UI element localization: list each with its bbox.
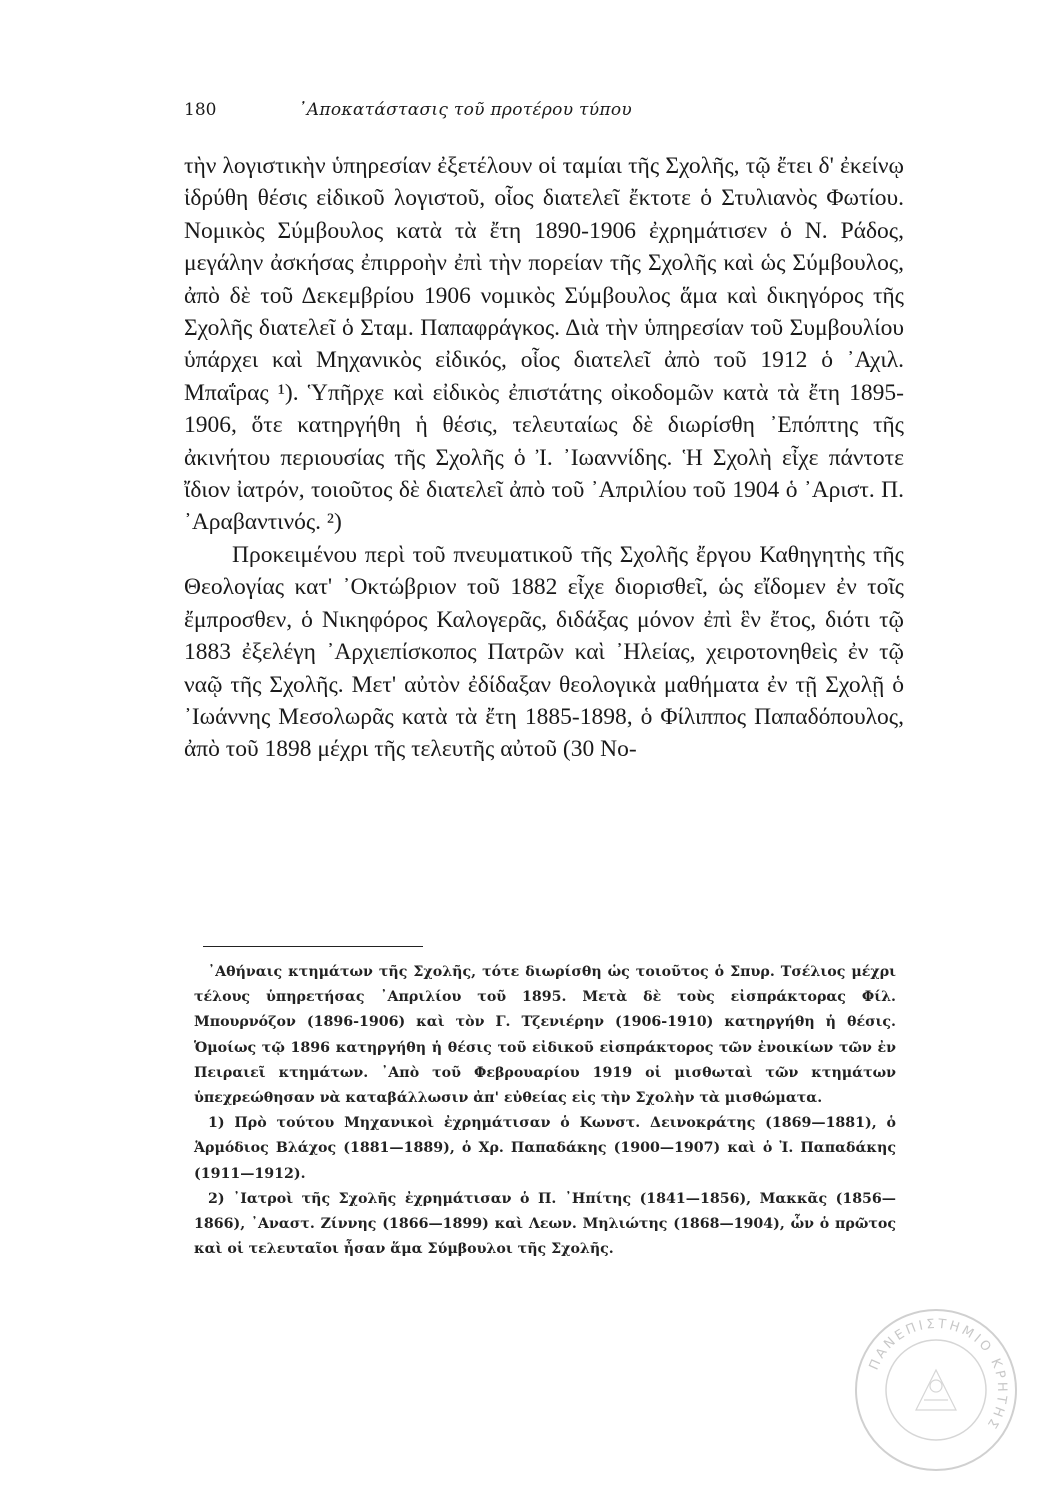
university-stamp-icon xyxy=(846,1300,1026,1480)
footnotes xyxy=(194,960,896,1262)
footnote-1: 1) Πρὸ τούτου Μηχανικοὶ ἐχρημάτισαν ὁ Κωνστ. Δεινοκράτης (1869—1881), ὁ Ἁρμόδιος Βλάχος (1881—1889), ὁ Χρ. Παπαδάκης (1900—1907) καὶ ὁ Ἰ. Παπαδάκης (1911—1912). xyxy=(194,1115,896,1182)
footnote-separator xyxy=(203,946,423,947)
page-header xyxy=(184,100,904,126)
stamp-text: ΠΑΝΕΠΙΣΤΗΜΙΟ ΚΡΗΤΗΣ xyxy=(866,1316,1010,1434)
page-number: 180 xyxy=(184,100,217,120)
footnote-2: 2) ᾿Ιατροὶ τῆς Σχολῆς ἐχρημάτισαν ὁ Π. ᾿Ηπίτης (1841—1856), Μακκᾶς (1856—1866), ᾿Αναστ. Ζίννης (1866—1899) καὶ Λεων. Μηλιώτης (1868—1904), ὧν ὁ πρῶτος καὶ οἱ τελευταῖοι ἦσαν ἅμα Σύμβουλοι τῆς Σχολῆς. xyxy=(194,1190,896,1258)
paragraph-1: τὴν λογιστικὴν ὑπηρεσίαν ἐξετέλουν οἱ ταμίαι τῆς Σχολῆς, τῷ ἔτει δ' ἐκείνῳ ἱδρύθη θέσις εἰδικοῦ λογιστοῦ, οἷος διατελεῖ ἔκτοτε ὁ Στυλιανὸς Φωτίου. Νομικὸς Σύμβουλος κατὰ τὰ ἔτη 1890-1906 ἐχρημάτισεν ὁ Ν. Ράδος, μεγάλην ἀσκήσας ἐπιρροὴν ἐπὶ τὴν πορείαν τῆς Σχολῆς καὶ ὡς Σύμβουλος, ἀπὸ δὲ τοῦ Δεκεμβρίου 1906 νομικὸς Σύμβουλος ἅμα καὶ δικηγόρος τῆς Σχολῆς διατελεῖ ὁ Σταμ. Παπαφράγκος. Διὰ τὴν ὑπηρεσίαν τοῦ Συμβουλίου ὑπάρχει καὶ Μηχανικὸς εἰδικός, οἷος διατελεῖ ἀπὸ τοῦ 1912 ὁ ᾿Αχιλ. Μπαΐρας ¹). Ὑπῆρχε καὶ εἰδικὸς ἐπιστάτης οἰκοδομῶν κατὰ τὰ ἔτη 1895-1906, ὅτε κατηργήθη ἡ θέσις, τελευταίως δὲ διωρίσθη ᾿Επόπτης τῆς ἀκινήτου περιουσίας τῆς Σχολῆς ὁ Ἰ. ᾿Ιωαννίδης. Ἡ Σχολὴ εἶχε πάντοτε ἴδιον ἰατρόν, τοιοῦτος δὲ διατελεῖ ἀπὸ τοῦ ᾿Απριλίου τοῦ 1904 ὁ ᾿Αριστ. Π. ᾿Αραβαντινός. ²) xyxy=(184,153,904,536)
paragraph-2: Προκειμένου περὶ τοῦ πνευματικοῦ τῆς Σχολῆς ἔργου Καθηγητὴς τῆς Θεολογίας κατ' ᾿Οκτώβριον τοῦ 1882 εἶχε διορισθεῖ, ὡς εἴδομεν ἐν τοῖς ἔμπροσθεν, ὁ Νικηφόρος Καλογερᾶς, διδάξας μόνον ἐπὶ ἓν ἔτος, διότι τῷ 1883 ἐξελέγη ᾿Αρχιεπίσκοπος Πατρῶν καὶ ᾿Ηλείας, χειροτονηθεὶς ἐν τῷ ναῷ τῆς Σχολῆς. Μετ' αὐτὸν ἐδίδαξαν θεολογικὰ μαθήματα ἐν τῇ Σχολῇ ὁ ᾿Ιωάννης Μεσολωρᾶς κατὰ τὰ ἔτη 1885-1898, ὁ Φίλιππος Παπαδόπουλος, ἀπὸ τοῦ 1898 μέχρι τῆς τελευτῆς αὐτοῦ (30 Νο- xyxy=(184,541,904,763)
running-title: ᾿Αποκατάστασις τοῦ προτέρου τύπου xyxy=(298,100,633,120)
main-text xyxy=(184,150,904,766)
footnote-continued: ᾿Αθήναις κτημάτων τῆς Σχολῆς, τότε διωρίσθη ὡς τοιοῦτος ὁ Σπυρ. Τσέλιος μέχρι τέλους ὑπηρετήσας ᾿Απριλίου τοῦ 1895. Μετὰ δὲ τοὺς εἰσπράκτορας Φίλ. Μπουρνόζον (1896-1906) καὶ τὸν Γ. Τζενιέρην (1906-1910) κατηργήθη ἡ θέσις. Ὁμοίως τῷ 1896 κατηργήθη ἡ θέσις τοῦ εἰδικοῦ εἰσπράκτορος τῶν ἐνοικίων τῶν ἐν Πειραιεῖ κτημάτων. ᾿Απὸ τοῦ Φεβρουαρίου 1919 οἱ μισθωταὶ τῶν κτημάτων ὑπεχρεώθησαν νὰ καταβάλλωσιν ἀπ' εὐθείας εἰς τὴν Σχολὴν τὰ μισθώματα. xyxy=(194,964,896,1107)
